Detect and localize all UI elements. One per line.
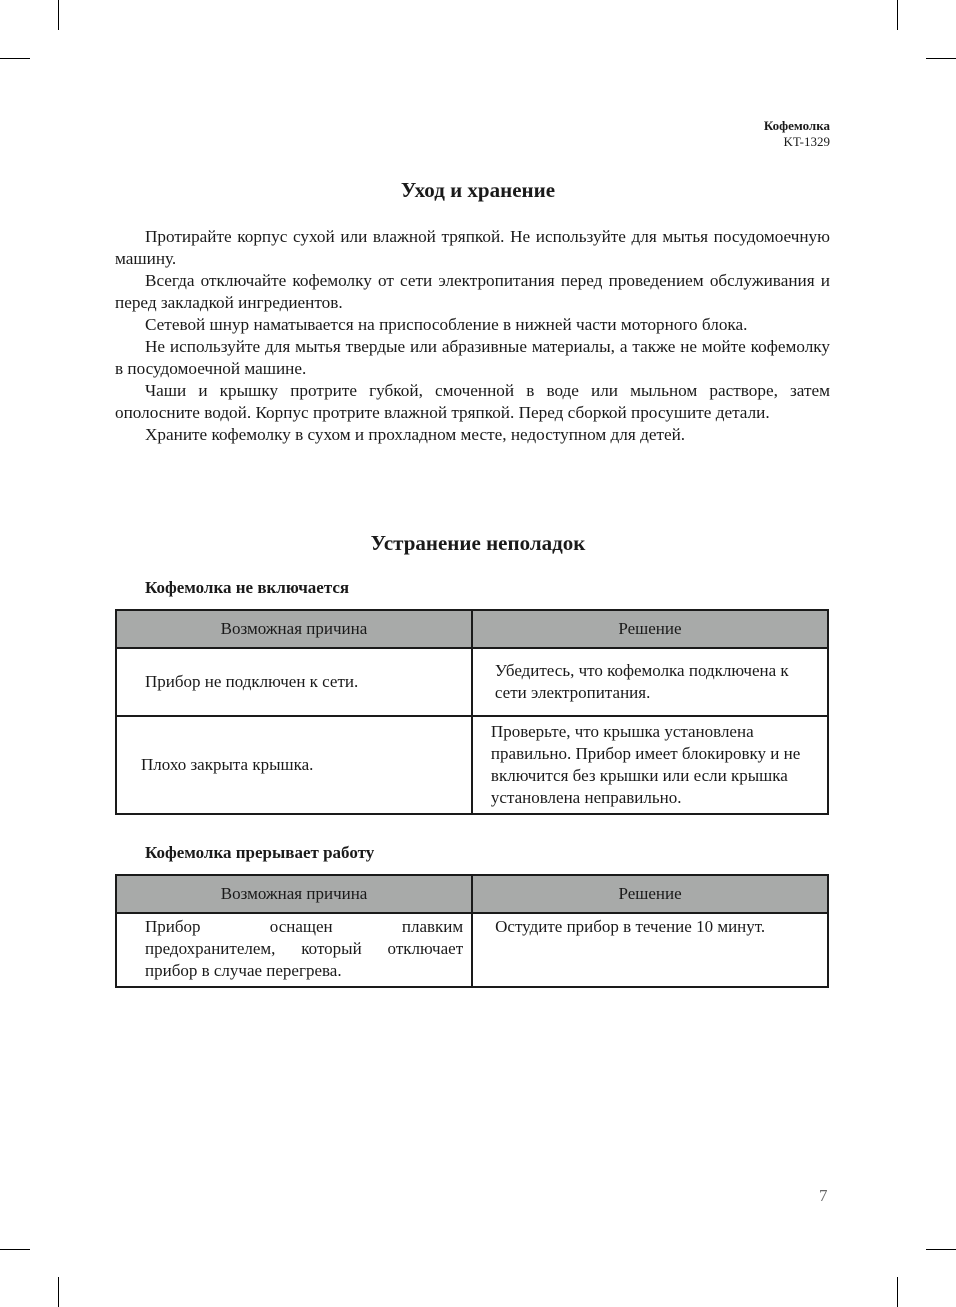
crop-mark	[926, 58, 956, 59]
column-header-cause: Возможная причина	[116, 875, 472, 913]
solution-cell: Убедитесь, что кофемолка подключена к сети электропитания.	[472, 648, 828, 716]
solution-cell: Остудите прибор в течение 10 минут.	[472, 913, 828, 987]
header-product: Кофемолка	[763, 118, 830, 133]
crop-mark	[897, 1277, 898, 1307]
table-header-row	[116, 875, 828, 913]
paragraph: Храните кофемолку в сухом и прохладном месте, недоступном для детей.	[145, 425, 686, 444]
troubleshooting-table-1	[115, 609, 829, 815]
column-header-solution: Решение	[472, 875, 828, 913]
section-title-troubleshooting: Устранение неполадок	[370, 531, 586, 555]
table-row	[116, 913, 828, 987]
crop-mark	[0, 1249, 30, 1250]
crop-mark	[58, 1277, 59, 1307]
paragraph: Сетевой шнур наматывается на приспособление в нижней части моторного блока.	[145, 315, 748, 334]
table-header-row	[116, 610, 828, 648]
solution-cell: Проверьте, что крышка установлена правильно. Прибор имеет блокировку и не включится без крышки или если крышка установлена неправильно.	[472, 716, 828, 814]
running-header	[764, 118, 830, 150]
paragraph: Протирайте корпус сухой или влажной тряпкой. Не используйте для мытья посудомоечную машину.	[115, 227, 830, 268]
section-title-care: Уход и хранение	[400, 178, 556, 202]
cause-cell: Плохо закрыта крышка.	[116, 716, 472, 814]
header-model: KT-1329	[783, 134, 830, 149]
care-instructions	[115, 226, 830, 446]
cause-cell: Прибор не подключен к сети.	[116, 648, 472, 716]
crop-mark	[0, 58, 30, 59]
subtitle-not-turning-on: Кофемолка не включается	[145, 578, 350, 597]
troubleshooting-table-2	[115, 874, 829, 988]
paragraph: Всегда отключайте кофемолку от сети электропитания перед проведением обслуживания и перед закладкой ингредиентов.	[115, 271, 830, 312]
column-header-solution: Решение	[472, 610, 828, 648]
cause-cell: Прибор оснащен плавким предохранителем, который отключает прибор в случае перегрева.	[116, 913, 472, 987]
table-row	[116, 716, 828, 814]
crop-mark	[897, 0, 898, 30]
column-header-cause: Возможная причина	[116, 610, 472, 648]
paragraph: Не используйте для мытья твердые или абразивные материалы, а также не мойте кофемолку в посудомоечной машине.	[115, 337, 830, 378]
crop-mark	[926, 1249, 956, 1250]
table-row	[116, 648, 828, 716]
subtitle-stops-working: Кофемолка прерывает работу	[145, 843, 375, 862]
crop-mark	[58, 0, 59, 30]
paragraph: Чаши и крышку протрите губкой, смоченной в воде или мыльном растворе, затем ополосните водой. Корпус протрите влажной тряпкой. Перед сборкой просушите детали.	[115, 381, 830, 422]
page-number: 7	[819, 1186, 828, 1205]
